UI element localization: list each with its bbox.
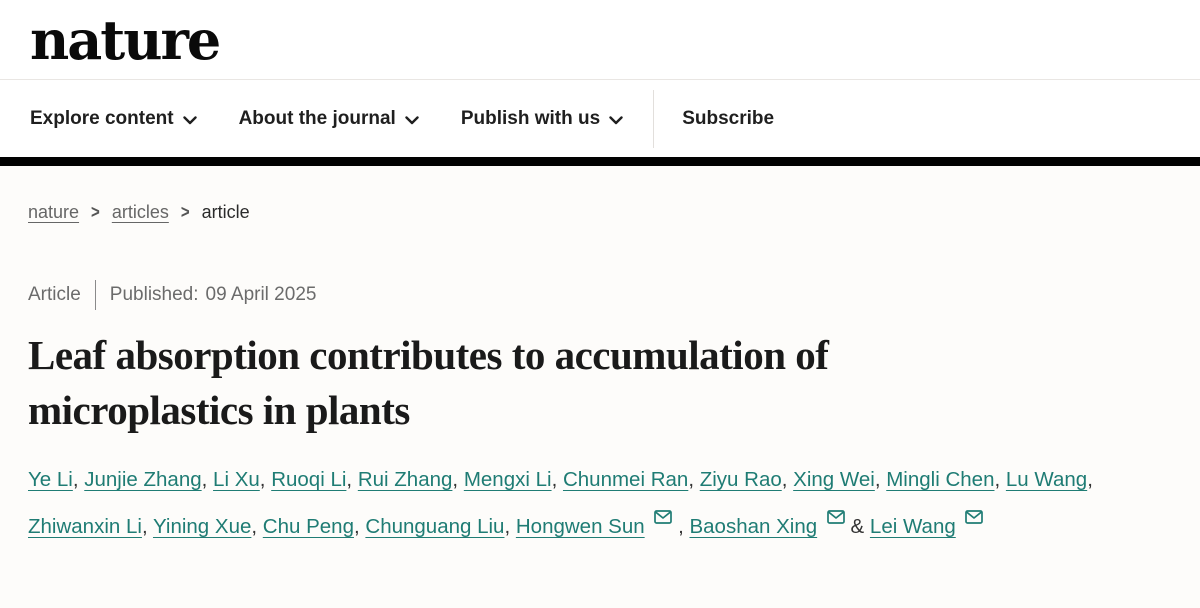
author-separator: , (353, 515, 366, 539)
author-link[interactable]: Chunmei Ran (562, 468, 689, 492)
nav-item-explore-content[interactable] (30, 108, 197, 130)
breadcrumb-separator: > (91, 201, 100, 224)
author-link[interactable]: Baoshan Xing (689, 515, 818, 539)
author-link[interactable]: Lei Wang (869, 515, 956, 539)
author-separator: , (72, 468, 85, 492)
chevron-down-icon (609, 116, 623, 125)
author-separator: & (850, 515, 870, 539)
author-separator: , (251, 515, 263, 539)
article-meta (28, 280, 1170, 310)
breadcrumb-item-nature[interactable]: nature (28, 202, 80, 222)
author-link[interactable]: Mengxi Li (463, 468, 552, 492)
author-link[interactable]: Mingli Chen (886, 468, 995, 492)
breadcrumb (28, 202, 1170, 223)
author-link[interactable]: Li Xu (213, 468, 260, 492)
author-link[interactable]: Zhiwanxin Li (28, 515, 142, 539)
article-page (0, 166, 1200, 546)
logo-row (0, 0, 1200, 80)
breadcrumb-item-article: article (201, 202, 250, 222)
header-rule (0, 157, 1200, 166)
breadcrumb-separator: > (180, 201, 190, 224)
author-link[interactable]: Lu Wang (1005, 468, 1088, 492)
author-list (28, 461, 1153, 546)
author-separator: , (1087, 468, 1093, 492)
author-link[interactable]: Chunguang Liu (365, 515, 505, 539)
subscribe-link[interactable]: Subscribe (682, 107, 775, 129)
author-link[interactable]: Rui Zhang (357, 468, 453, 492)
author-separator: , (551, 468, 563, 492)
nav-item-publish-with-us[interactable] (461, 108, 623, 130)
nav-item-label: About the journal (238, 107, 396, 129)
published-label: Published: (109, 284, 199, 305)
email-icon[interactable] (965, 499, 983, 537)
published-date: 09 April 2025 (205, 284, 317, 305)
author-separator: , (141, 515, 153, 539)
author-link[interactable]: Chu Peng (262, 515, 354, 539)
chevron-down-icon (405, 116, 419, 125)
email-icon[interactable] (654, 499, 672, 537)
author-separator: , (781, 468, 794, 492)
site-header (0, 0, 1200, 166)
article-title: Leaf absorption contributes to accumulation of microplastics in plants (28, 332, 829, 433)
author-separator: , (678, 515, 690, 539)
author-separator: , (201, 468, 214, 492)
author-separator: , (688, 468, 700, 492)
author-link[interactable]: Xing Wei (793, 468, 875, 492)
author-link[interactable]: Yining Xue (152, 515, 252, 539)
nature-logo[interactable]: nature (30, 7, 220, 72)
nav-item-label: Explore content (30, 107, 174, 129)
author-separator: , (874, 468, 887, 492)
author-separator: , (994, 468, 1006, 492)
author-link[interactable]: Ziyu Rao (699, 468, 782, 492)
author-link[interactable]: Junjie Zhang (84, 468, 202, 492)
author-link[interactable]: Ye Li (28, 468, 73, 492)
author-separator: , (452, 468, 464, 492)
nav-items (30, 108, 665, 130)
email-icon[interactable] (827, 499, 845, 537)
author-separator: , (504, 515, 516, 539)
author-separator: , (346, 468, 358, 492)
article-type-label: Article (28, 284, 81, 305)
nav-item-label: Publish with us (460, 107, 601, 129)
nav-divider (653, 90, 654, 148)
author-link[interactable]: Hongwen Sun (515, 515, 645, 539)
breadcrumb-item-articles[interactable]: articles (111, 202, 169, 222)
chevron-down-icon (183, 116, 197, 125)
meta-divider (95, 280, 96, 310)
author-separator: , (259, 468, 272, 492)
main-nav (0, 80, 1200, 157)
nav-item-about-the-journal[interactable] (239, 108, 419, 130)
author-link[interactable]: Ruoqi Li (271, 468, 347, 492)
